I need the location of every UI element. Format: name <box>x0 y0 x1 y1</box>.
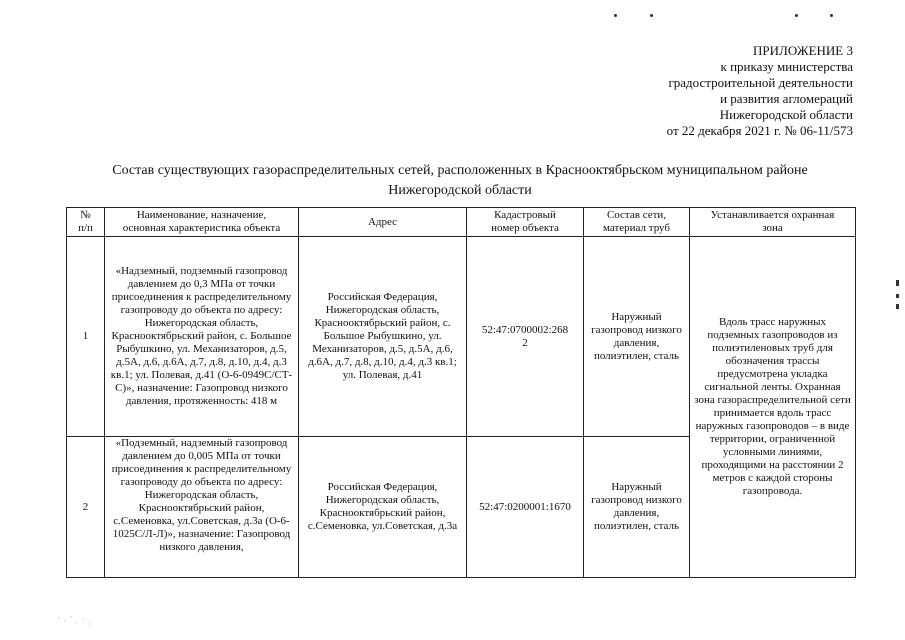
column-header-label: Состав сети, материал труб <box>602 209 671 234</box>
column-header-zone <box>690 208 856 237</box>
appendix-line: к приказу министерства <box>720 59 853 74</box>
scan-speckle <box>55 612 95 630</box>
column-header-label: Наименование, назначение, основная характеристика объекта <box>122 209 281 234</box>
scan-dot <box>795 14 798 17</box>
appendix-line: от 22 декабря 2021 г. № 06-11/573 <box>666 123 853 138</box>
column-header-number <box>67 208 105 237</box>
column-header-cadastral <box>467 208 584 237</box>
appendix-line: Нижегородской области <box>719 107 853 122</box>
scan-dot <box>830 14 833 17</box>
cadastral-number: 52:47:0200001:1670 <box>479 500 571 513</box>
appendix-line: и развития агломераций <box>720 91 853 106</box>
scan-dot <box>650 14 653 17</box>
cadastral-number: 52:47:0700002:268 2 <box>481 323 569 349</box>
document-title-line: Нижегородской области <box>388 183 532 198</box>
table-header-row <box>67 208 856 237</box>
cell-object-name: «Подземный, надземный газопровод давлением до 0,005 МПа от точки присоединения к распределительному газопроводу до объекта по адресу: Нижегородская область, Краснооктябрьский район, с.Семеновка, ул.Советская, д.3а (О-6-1025С/Л-Л)», назначение: Газопровод низкого давления, <box>105 437 299 578</box>
appendix-line: градостроительной деятельности <box>668 75 853 90</box>
column-header-label: Адрес <box>367 215 398 228</box>
scan-edge-mark <box>895 280 901 310</box>
column-header-label: Кадастровый номер объекта <box>491 209 559 234</box>
cell-protection-zone: Вдоль трасс наружных подземных газопроводов из полиэтиленовых труб для обозначения трассы предусмотрена укладка сигнальной ленты. Охранная зона газораспределительной сети принимается вдоль трасс наружных газопроводов – в виде территории, ограниченной условными линиями, проходящими на расстоянии 2 метров с каждой стороны газопровода. <box>690 237 856 578</box>
scan-dots <box>0 10 905 22</box>
document-title-line: Состав существующих газораспределительных сетей, расположенных в Краснооктябрьском муниципальном районе <box>112 163 808 178</box>
column-header-label: Устанавливается охранная зона <box>710 209 835 234</box>
cell-number: 2 <box>67 437 105 578</box>
cell-address: Российская Федерация, Нижегородская область, Краснооктябрьский район, с. Большое Рыбушкино, ул. Механизаторов, д.5, д.5А, д.6, д.6А, д.7, д.8, д.10, д.4, д.3 кв.1; ул. Полевая, д.41 <box>299 237 467 437</box>
cell-address: Российская Федерация, Нижегородская область, Краснооктябрьский район, с.Семеновка, ул.Советская, д.3а <box>299 437 467 578</box>
appendix-header <box>667 43 853 139</box>
appendix-title: ПРИЛОЖЕНИЕ 3 <box>753 43 853 58</box>
table-row <box>67 237 856 437</box>
document-title <box>60 161 860 201</box>
gas-network-table <box>66 207 856 578</box>
scan-dot <box>614 14 617 17</box>
cell-network: Наружный газопровод низкого давления, полиэтилен, сталь <box>584 237 690 437</box>
cell-number: 1 <box>67 237 105 437</box>
column-header-network <box>584 208 690 237</box>
column-header-address <box>299 208 467 237</box>
column-header-label: № п/п <box>78 209 93 234</box>
cell-object-name: «Надземный, подземный газопровод давлением до 0,3 МПа от точки присоединения к распределительному газопроводу до объекта по адресу: Нижегородская область, Краснооктябрьский район, с. Большое Рыбушкино, ул. Механизаторов, д.5, д.5А, д.6, д.6А, д.7, д.8, д.10, д.4, д.3 кв.1; ул. Полевая, д.41 (О-6-0949С/СТ-С)», назначение: Газопровод низкого давления, протяженность: 418 м <box>105 237 299 437</box>
cell-cadastral <box>467 237 584 437</box>
cell-network: Наружный газопровод низкого давления, полиэтилен, сталь <box>584 437 690 578</box>
column-header-name <box>105 208 299 237</box>
cell-cadastral <box>467 437 584 578</box>
